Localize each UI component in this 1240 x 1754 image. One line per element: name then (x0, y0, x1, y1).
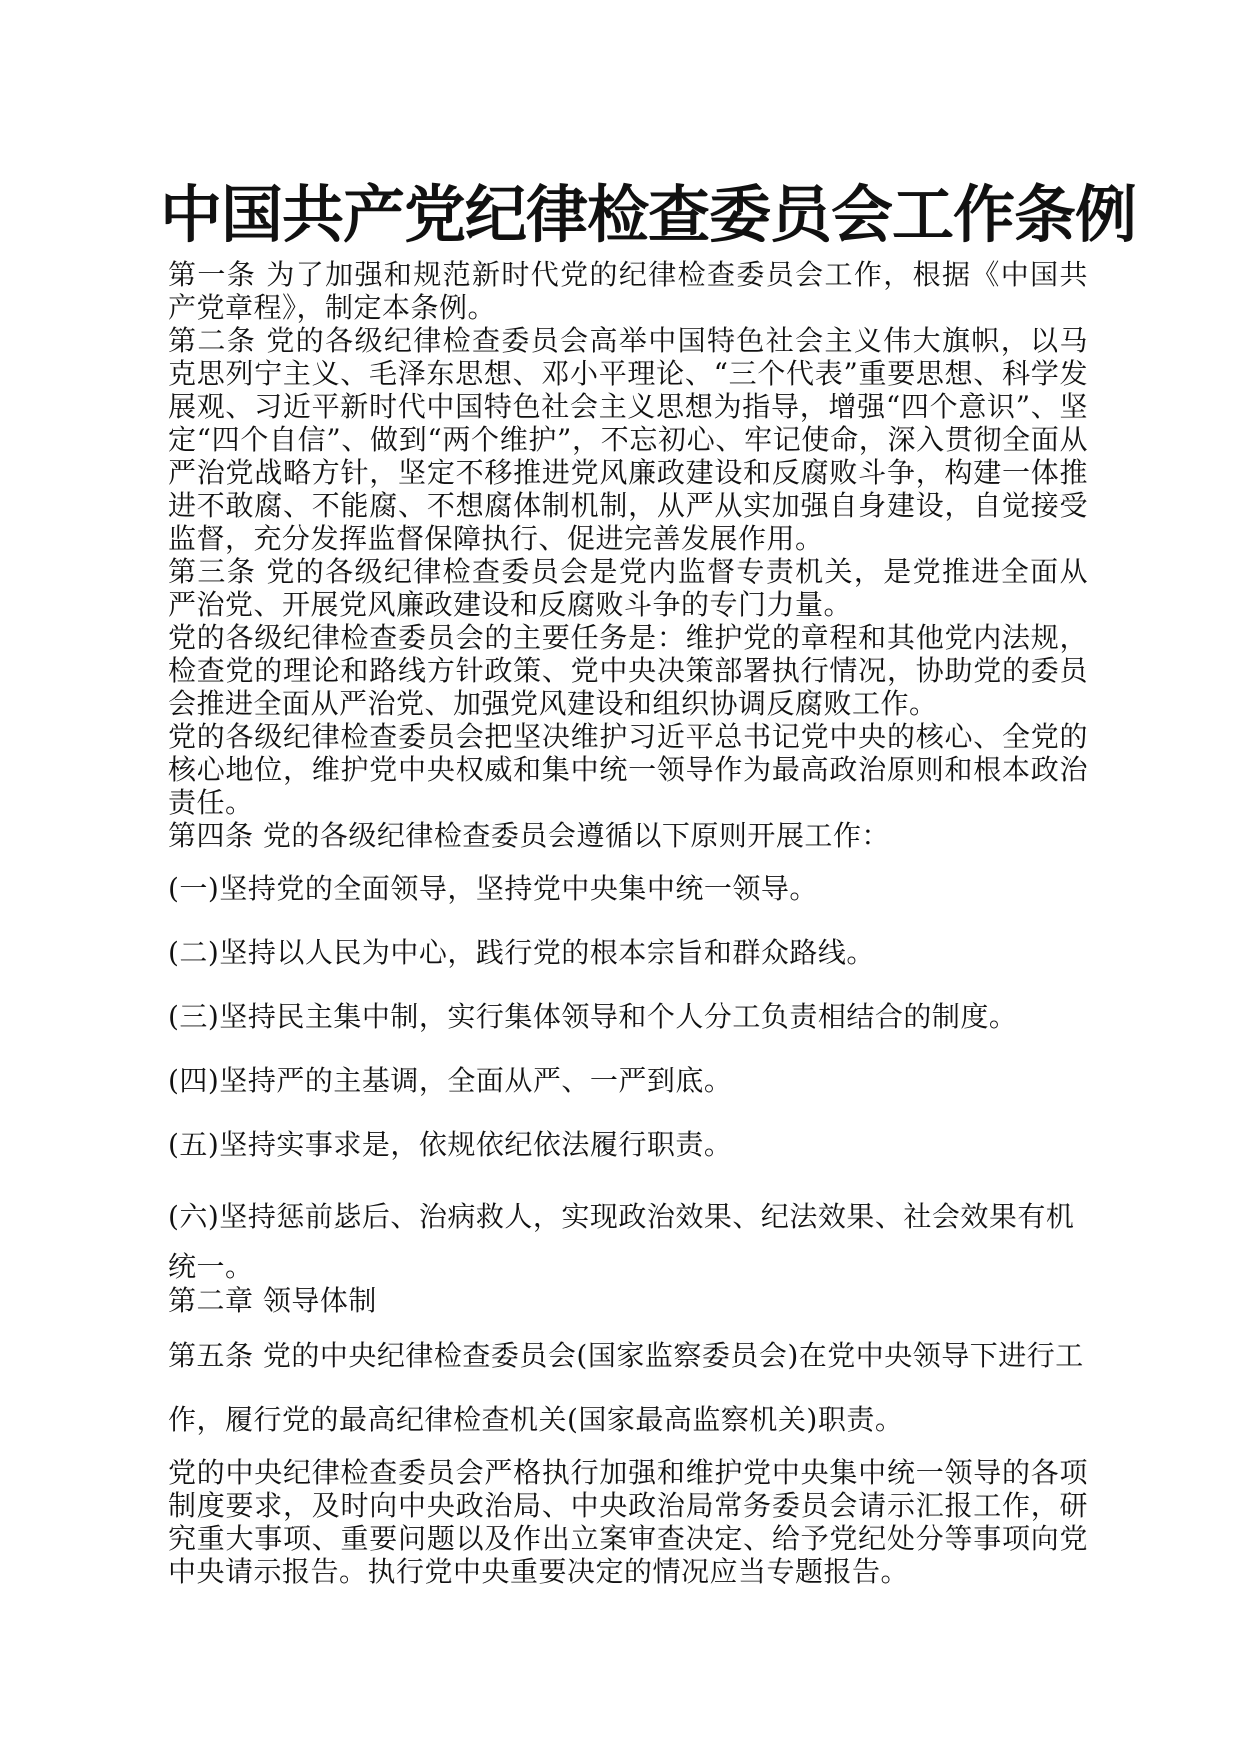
main-tasks-paragraph: 党的各级纪律检查委员会的主要任务是：维护党的章程和其他党内法规，检查党的理论和路线方针政策、党中央决策部署执行情况，协助党的委员会推进全面从严治党、加强党风建设和组织协调反腐败工作。 (168, 621, 1088, 720)
article-5-line-1: 第五条 党的中央纪律检查委员会(国家监察委员会)在党中央领导下进行工 (168, 1339, 1084, 1372)
principle-item-4: (四)坚持严的主基调，全面从严、一严到底。 (168, 1064, 733, 1097)
principle-item-3: (三)坚持民主集中制，实行集体领导和个人分工负责相结合的制度。 (168, 1000, 1018, 1033)
article-3: 第三条 党的各级纪律检查委员会是党内监督专责机关，是党推进全面从严治党、开展党风廉政建设和反腐败斗争的专门力量。 (168, 555, 1088, 621)
article-5-line-2: 作，履行党的最高纪律检查机关(国家最高监察机关)职责。 (168, 1403, 904, 1436)
article-2: 第二条 党的各级纪律检查委员会高举中国特色社会主义伟大旗帜，以马克思列宁主义、毛泽东思想、邓小平理论、“三个代表”重要思想、科学发展观、习近平新时代中国特色社会主义思想为指导，增强“四个意识”、坚定“四个自信”、做到“两个维护”，不忘初心、牢记使命，深入贯彻全面从严治党战略方针，坚定不移推进党风廉政建设和反腐败斗争，构建一体推进不敢腐、不能腐、不想腐体制机制，从严从实加强自身建设，自觉接受监督，充分发挥监督保障执行、促进完善发展作用。 (168, 324, 1088, 555)
chapter-2-heading: 第二章 领导体制 (168, 1284, 377, 1317)
principle-item-5: (五)坚持实事求是，依规依纪依法履行职责。 (168, 1128, 733, 1161)
document-body (168, 258, 1088, 1588)
document-title: 中国共产党纪律检查委员会工作条例 (160, 178, 1137, 251)
article-1: 第一条 为了加强和规范新时代党的纪律检查委员会工作，根据《中国共产党章程》，制定本条例。 (168, 258, 1088, 324)
core-principle-paragraph: 党的各级纪律检查委员会把坚决维护习近平总书记党中央的核心、全党的核心地位，维护党中央权威和集中统一领导作为最高政治原则和根本政治责任。 (168, 720, 1088, 819)
article-4: 第四条 党的各级纪律检查委员会遵循以下原则开展工作： (168, 819, 890, 852)
principle-item-6: (六)坚持惩前毖后、治病救人，实现政治效果、纪法效果、社会效果有机统一。 (168, 1200, 1075, 1283)
principle-item-2: (二)坚持以人民为中心，践行党的根本宗旨和群众路线。 (168, 936, 875, 969)
central-commission-paragraph: 党的中央纪律检查委员会严格执行加强和维护党中央集中统一领导的各项制度要求，及时向中央政治局、中央政治局常务委员会请示汇报工作，研究重大事项、重要问题以及作出立案审查决定、给予党纪处分等事项向党中央请示报告。执行党中央重要决定的情况应当专题报告。 (168, 1456, 1088, 1588)
principle-item-1: (一)坚持党的全面领导，坚持党中央集中统一领导。 (168, 872, 818, 905)
